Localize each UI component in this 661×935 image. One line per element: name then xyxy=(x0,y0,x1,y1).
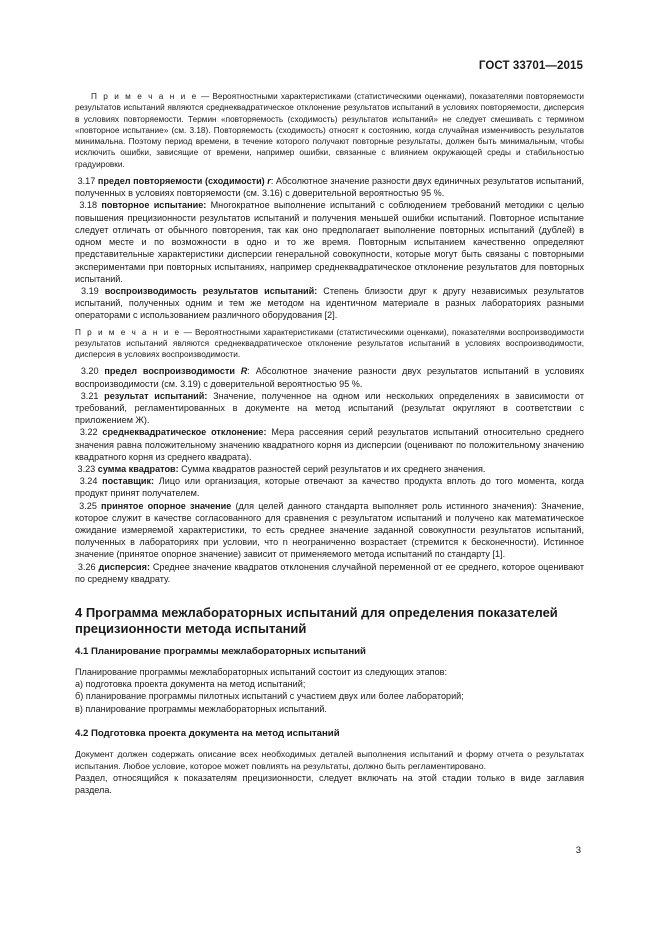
term-3-23 xyxy=(75,463,584,475)
term-3-25 xyxy=(75,500,584,561)
list-item: а) подготовка проекта документа на метод испытаний; xyxy=(75,679,306,690)
term-definition: Значение, полученное на одном или нескольких определениях в зависимости от требований, регламентированных в документе на метод испытаний (результат округляют в соответствии с приложением Ж). xyxy=(75,390,585,426)
note-label: П р и м е ч а н и е xyxy=(75,327,181,337)
term-number: 3.22 xyxy=(79,427,103,438)
page-number: 3 xyxy=(575,845,581,856)
section-4-2-title: 4.2 Подготовка проекта документа на метод испытаний xyxy=(75,727,340,739)
term-definition: Лицо или организация, которые отвечают за качество продукта вплоть до того момента, когда продукт принят получателем. xyxy=(75,476,584,499)
section-4-title: 4 Программа межлабораторных испытаний для определения показателей прецизионности метода испытаний xyxy=(75,605,558,637)
term-name: предел воспроизводимости xyxy=(104,366,241,377)
term-number: 3.23 xyxy=(77,464,98,475)
term-3-18 xyxy=(75,199,584,284)
page-content xyxy=(75,91,584,796)
term-3-19 xyxy=(75,285,584,322)
term-3-21 xyxy=(75,390,584,427)
term-name: принятое опорное значение xyxy=(101,500,232,511)
term-number: 3.21 xyxy=(80,390,105,401)
term-symbol: R xyxy=(240,366,248,377)
note-reproducibility xyxy=(75,327,584,361)
term-number: 3.24 xyxy=(79,476,103,487)
term-3-22 xyxy=(75,426,584,463)
term-name: поставщик: xyxy=(102,476,155,487)
term-number: 3.26 xyxy=(77,561,99,572)
list-item: б) планирование программы пилотных испытаний с участием двух или более лабораторий; xyxy=(75,691,464,702)
term-definition: Сумма квадратов разностей серий результатов и их среднего значения. xyxy=(178,464,486,475)
term-number: 3.18 xyxy=(79,200,102,211)
term-definition: Степень близости друг к другу независимых результатов испытаний, полученных одним и тем же методом на идентичном материале в разных лабораториях разными операторами с использованием различного оборудования [2]. xyxy=(75,285,584,321)
note-text: — Вероятностными характеристиками (статистическими оценками), показателями воспроизводимости результатов испытаний являются среднеквадратическое отклонение результатов испытаний в условиях воспроизводимости, дисперсия в условиях воспроизводимости. xyxy=(75,327,584,360)
term-3-17 xyxy=(75,175,584,199)
term-definition: : Абсолютное значение разности двух единичных результатов испытаний, полученных в условиях повторяемости (см. 3.16) с доверительной вероятностью 95 %. xyxy=(75,176,584,199)
term-name: дисперсия: xyxy=(98,561,150,572)
section-4-1-intro: Планирование программы межлабораторных испытаний состоит из следующих этапов: xyxy=(75,667,448,678)
term-definition: Мера рассеяния серий результатов испытаний относительно среднего значения равна положительному значению квадратного корня из дисперсии (оценивают по положительному значению квадратного корня из среднего квадрата). xyxy=(75,427,584,462)
term-number: 3.17 xyxy=(77,176,98,187)
term-symbol: r xyxy=(267,176,271,187)
term-name: среднеквадратическое отклонение: xyxy=(102,427,267,438)
note-text: — Вероятностными характеристиками (статистическими оценками), показателями повторяемости результатов испытаний являются среднеквадратическое отклонение результатов испытаний в условиях повторяемости, дисперсия в условиях повторяемости. Термин «повторяемость (сходимость) результатов испытаний» не следует смешивать с термином «повторное испытание» (см. 3.18). Повторяемость (сходимость) относят к состоянию, когда случайная изменчивость результатов минимальна. Поэтому период времени, в течение которого получают повторные результаты, должен быть минимальным, чтобы исключить ошибки, зависящие от времени, например ошибки, связанные с влиянием окружающей среды и стабильностью градуировки. xyxy=(75,92,584,169)
section-4-2-paragraph: Документ должен содержать описание всех необходимых деталей выполнения испытаний и форму отчета о результатах испытания. Любое условие, которое может повлиять на результаты, должно быть регламентировано. xyxy=(75,748,584,771)
term-number: 3.25 xyxy=(79,500,102,511)
term-3-20 xyxy=(75,365,584,389)
section-4-1-title: 4.1 Планирование программы межлабораторных испытаний xyxy=(75,646,366,658)
term-definition: (для целей данного стандарта выполняет роль истинного значения): Значение, которое служит в качестве согласованного для сравнения с результатом испытаний и получено как математическое ожидание измеряемой характеристики, то есть среднее значение заданной совокупности результатов испытаний, полученных в лабораториях при условии, что n неограниченно возрастает (стремится к бесконечности). Истинное значение (принятое опорное значение) зависит от применяемого метода испытаний по стандарту [1]. xyxy=(75,500,584,560)
term-number: 3.19 xyxy=(81,285,105,296)
term-name: результат испытаний: xyxy=(104,390,208,401)
term-name: повторное испытание: xyxy=(101,200,207,211)
standard-number: ГОСТ 33701—2015 xyxy=(478,60,583,72)
term-3-26 xyxy=(75,561,584,585)
term-definition: Многократное выполнение испытаний с соблюдением требований методики с целью повышения прецизионности результатов испытаний и получения меньшей ошибки испытаний. Повторное испытание следует отличать от обычного повторения, так как оно предполагает выполнение повторных испытаний (дублей) в одном месте и по возможности в одно и то же время. Повторным испытанием качественно определяют представительные характеристики дисперсии генеральной совокупности, которые могут быть связаны с повторными экспериментами при повторных испытаниях, например среднеквадратическое отклонение результатов для повторных испытаний. xyxy=(75,200,584,284)
term-definition: Среднее значение квадратов отклонения случайной переменной от ее среднего, которое оценивают по среднему квадрату. xyxy=(75,561,584,584)
term-name: воспроизводимость результатов испытаний: xyxy=(104,285,318,296)
note-repeatability xyxy=(75,91,584,170)
note-label: П р и м е ч а н и е xyxy=(91,92,198,101)
term-number: 3.20 xyxy=(80,366,105,377)
term-name: сумма квадратов: xyxy=(97,464,179,475)
section-4-2-paragraph: Раздел, относящийся к показателям прецизионности, следует включать на этой стадии только в виде заглавия раздела. xyxy=(75,772,584,796)
term-definition: : Абсолютное значение разности двух результатов испытаний в условиях воспроизводимости (см. 3.19) с доверительной вероятностью 95 %. xyxy=(75,366,584,389)
term-3-24 xyxy=(75,475,584,499)
term-name: предел повторяемости (сходимости) xyxy=(97,176,268,187)
list-item: в) планирование программы межлабораторных испытаний. xyxy=(75,703,327,714)
